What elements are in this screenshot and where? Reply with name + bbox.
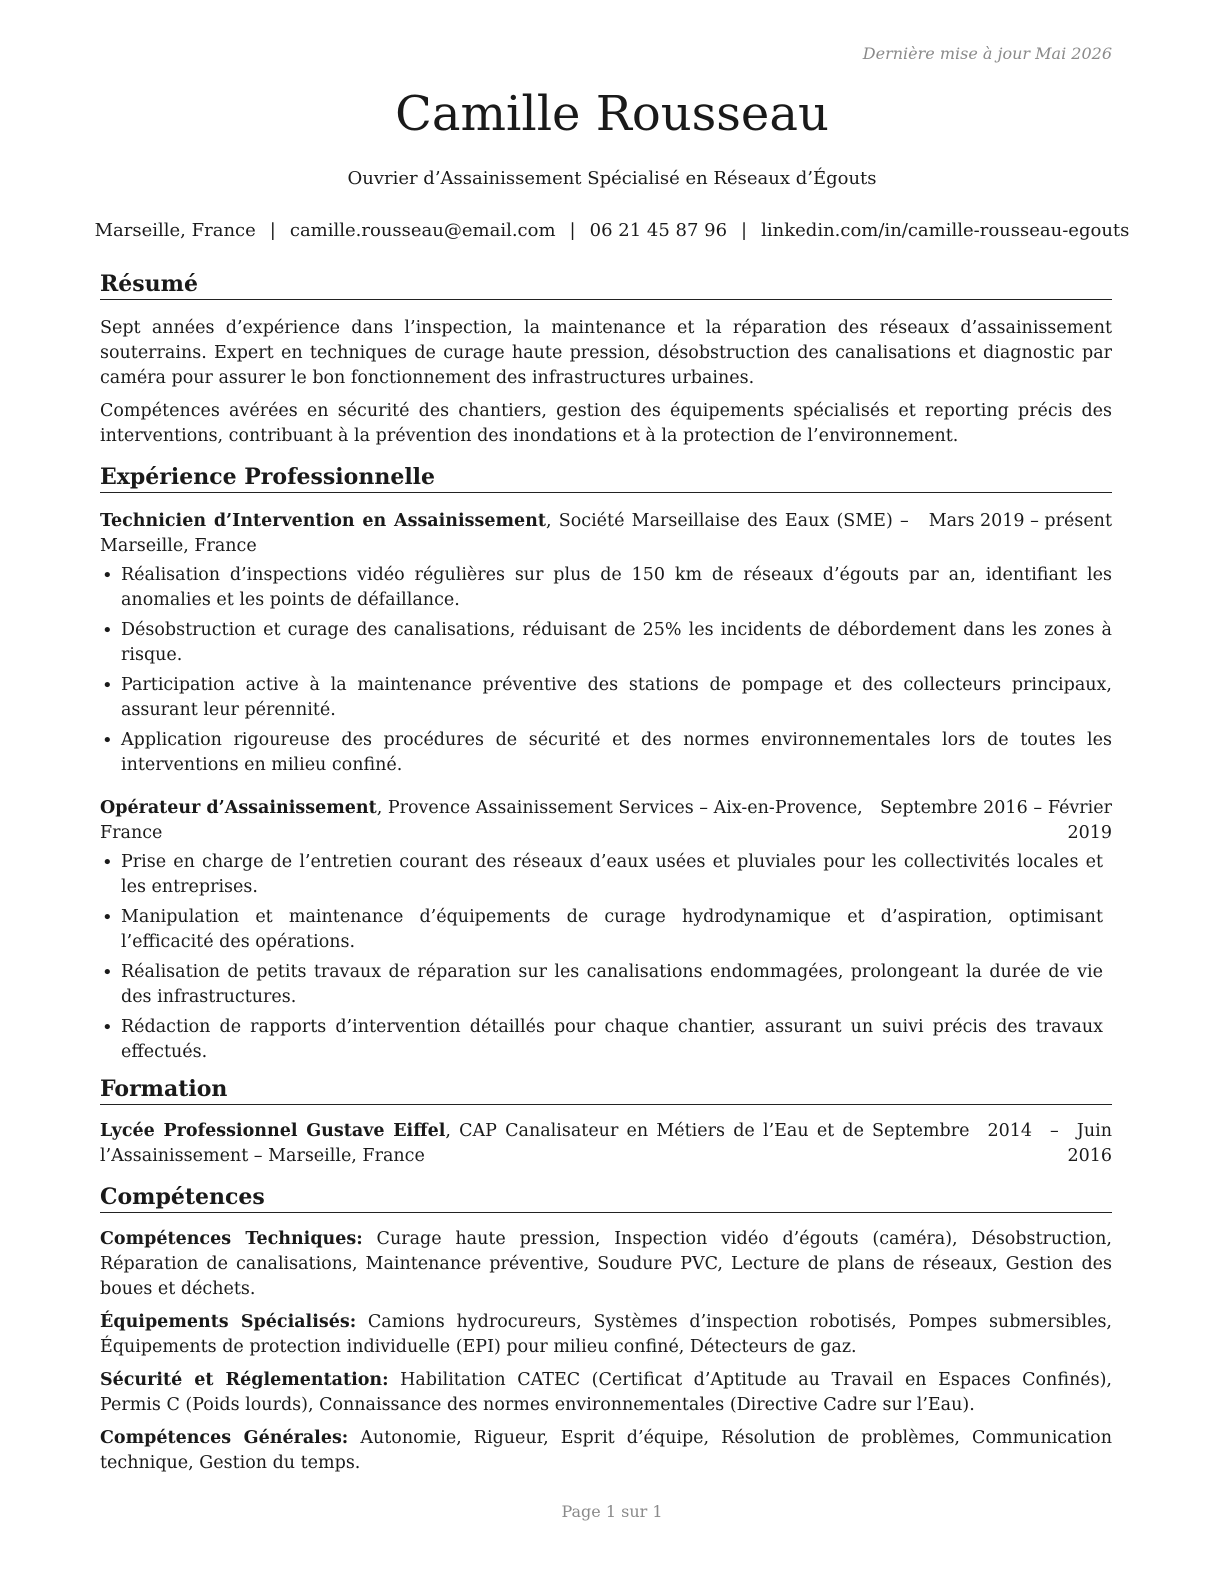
contact-location: Marseille, France xyxy=(94,220,256,241)
job-bullets xyxy=(100,850,1112,1065)
page-number: Page 1 sur 1 xyxy=(561,1502,663,1521)
summary-paragraph: Compétences avérées en sécurité des chantiers, gestion des équipements spécialisés et reporting précis des interventions, contribuant à la prévention des inondations et à la protection de l’environnement. xyxy=(100,401,1112,446)
contact-linkedin[interactable]: linkedin.com/in/camille-rousseau-egouts xyxy=(761,220,1130,241)
contact-separator: | xyxy=(741,220,748,241)
skill-group xyxy=(100,1426,1112,1476)
summary-paragraph: Sept années d’expérience dans l’inspection, la maintenance et la réparation des réseaux d’assainissement souterrains. Expert en techniques de curage haute pression, désobstruction des canalisations et diagnostic par caméra pour assurer le bon fonctionnement des infrastructures urbaines. xyxy=(100,318,1112,388)
resume-body xyxy=(100,270,1112,1484)
job-header xyxy=(100,509,1112,559)
list-item: • Réalisation d’inspections vidéo régulières sur plus de 150 km de réseaux d’égouts par an, identifiant les anomalies et les points de défaillance. xyxy=(100,563,1112,613)
contact-email[interactable]: camille.rousseau@email.com xyxy=(289,220,556,241)
skills-section xyxy=(100,1183,1112,1476)
job-company: , Société Marseillaise des Eaux (SME) – Marseille, France xyxy=(100,511,909,556)
skill-group-text: Autonomie, Rigueur, Esprit d’équipe, Résolution de problèmes, Communication technique, Gestion du temps. xyxy=(100,1428,1112,1473)
job-dates: Mars 2019 – présent xyxy=(928,511,1112,531)
skill-group-label: Sécurité et Réglementation: xyxy=(100,1370,389,1390)
contact-line xyxy=(0,220,1224,241)
section-title-education: Formation xyxy=(100,1075,1112,1105)
job-role-company xyxy=(100,509,909,559)
skill-group-label: Équipements Spécialisés: xyxy=(100,1312,357,1332)
list-item: • Rédaction de rapports d’intervention détaillés pour chaque chantier, assurant un suivi précis des travaux effectués. xyxy=(100,1015,1103,1065)
contact-phone: 06 21 45 87 96 xyxy=(589,220,728,241)
skill-group-label: Compétences Techniques: xyxy=(100,1229,363,1249)
job-company: , Provence Assainissement Services – Aix-en-Provence, France xyxy=(100,798,863,843)
list-item: • Participation active à la maintenance préventive des stations de pompage et des collecteurs principaux, assurant leur pérennité. xyxy=(100,673,1112,723)
experience-section xyxy=(100,463,1112,1065)
list-item: • Désobstruction et curage des canalisations, réduisant de 25% les incidents de débordement dans les zones à risque. xyxy=(100,618,1112,668)
education-entry xyxy=(100,1119,1112,1169)
contact-separator: | xyxy=(569,220,576,241)
job-role: Technicien d’Intervention en Assainissement xyxy=(100,511,546,531)
education-section xyxy=(100,1075,1112,1169)
list-item: • Manipulation et maintenance d’équipements de curage hydrodynamique et d’aspiration, optimisant l’efficacité des opérations. xyxy=(100,905,1103,955)
list-item: • Réalisation de petits travaux de réparation sur les canalisations endommagées, prolongeant la durée de vie des infrastructures. xyxy=(100,960,1103,1010)
skill-group-text: Habilitation CATEC (Certificat d’Aptitude au Travail en Espaces Confinés), Permis C (Poids lourds), Connaissance des normes environnementales (Directive Cadre sur l’Eau). xyxy=(100,1370,1112,1415)
skill-group-label: Compétences Générales: xyxy=(100,1428,349,1448)
education-degree: , CAP Canalisateur en Métiers de l’Eau et de l’Assainissement – Marseille, France xyxy=(100,1121,864,1166)
contact-separator: | xyxy=(269,220,276,241)
job-header xyxy=(100,796,1112,846)
skill-group-text: Camions hydrocureurs, Systèmes d’inspection robotisés, Pompes submersibles, Équipements de protection individuelle (EPI) pour milieu confiné, Détecteurs de gaz. xyxy=(100,1312,1112,1357)
job-title: Ouvrier d’Assainissement Spécialisé en Réseaux d’Égouts xyxy=(347,168,877,189)
job-role: Opérateur d’Assainissement xyxy=(100,798,377,818)
section-title-skills: Compétences xyxy=(100,1183,1112,1213)
education-school: Lycée Professionnel Gustave Eiffel xyxy=(100,1121,446,1141)
job-bullets xyxy=(100,563,1112,778)
job-entry xyxy=(100,509,1112,778)
list-item: • Prise en charge de l’entretien courant des réseaux d’eaux usées et pluviales pour les collectivités locales et les entreprises. xyxy=(100,850,1103,900)
skill-group xyxy=(100,1227,1112,1302)
skill-group-text: Curage haute pression, Inspection vidéo d’égouts (caméra), Désobstruction, Réparation de canalisations, Maintenance préventive, Soudure PVC, Lecture de plans de réseaux, Gestion des boues et déchets. xyxy=(100,1229,1112,1299)
last-updated: Dernière mise à jour Mai 2026 xyxy=(862,44,1112,63)
education-school-degree xyxy=(100,1119,872,1169)
job-role-company xyxy=(100,796,880,846)
candidate-name: Camille Rousseau xyxy=(395,86,829,142)
job-entry xyxy=(100,796,1112,1065)
summary-section xyxy=(100,270,1112,449)
skill-group xyxy=(100,1368,1112,1418)
skill-group xyxy=(100,1310,1112,1360)
education-dates: Septembre 2014 – Juin 2016 xyxy=(872,1121,1112,1166)
section-title-summary: Résumé xyxy=(100,270,1112,300)
list-item: • Application rigoureuse des procédures de sécurité et des normes environnementales lors de toutes les interventions en milieu confiné. xyxy=(100,728,1112,778)
section-title-experience: Expérience Professionnelle xyxy=(100,463,1112,493)
job-dates: Septembre 2016 – Février 2019 xyxy=(880,798,1112,843)
